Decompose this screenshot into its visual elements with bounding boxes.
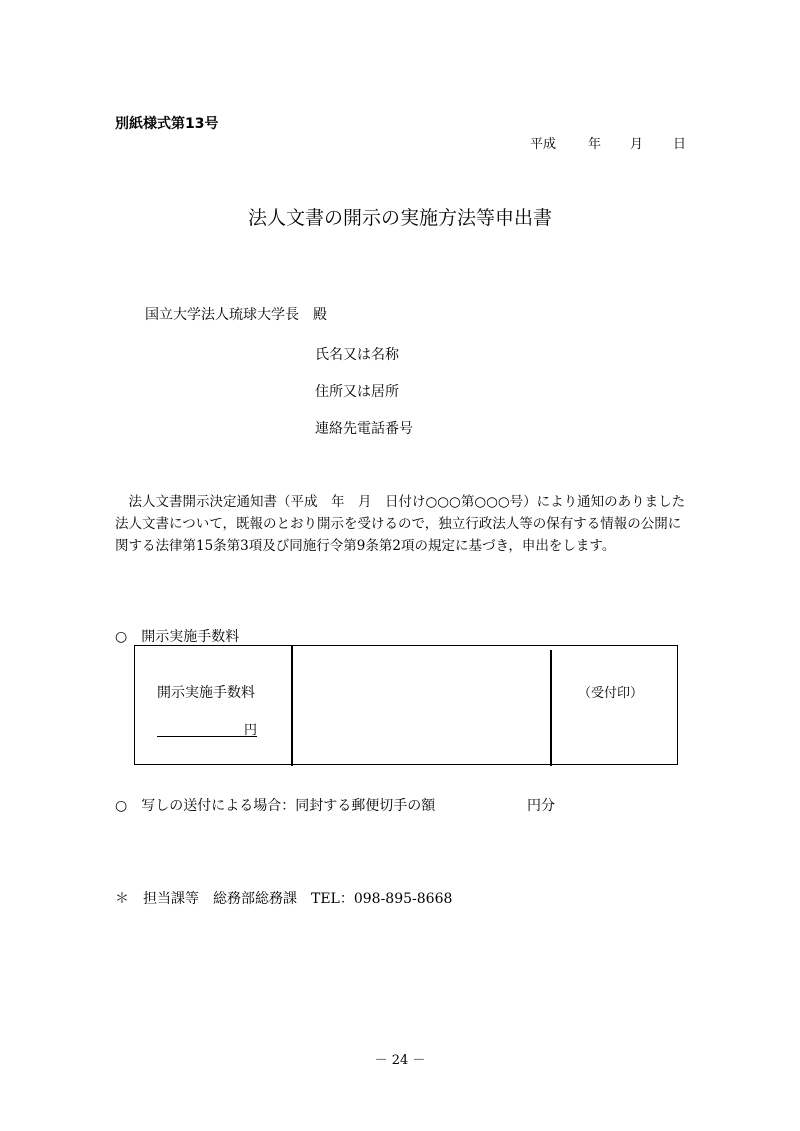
date-month-unit: 月 [630,137,644,152]
body-paragraph: 法人文書開示決定通知書（平成 年 月 日付け○○○第○○○号）により通知のありました法人文書について，既報のとおり開示を受けるので，独立行政法人等の保有する情報の公開に関する法律第15条第3項及び同施行令第9条第2項の規定に基づき，申出をします。 [115,494,686,554]
fee-section-heading: ○ 開示実施手数料 [115,629,240,645]
date-era: 平成 [530,137,557,152]
fee-box-label: 開示実施手数料 [157,685,255,701]
fee-currency-unit: 円 [243,723,257,738]
fee-amount-field[interactable] [157,719,257,737]
fee-table [134,645,678,765]
contact-info: ＊ 担当課等 総務部総務課 TEL：098-895-8668 [115,891,453,907]
fee-table-divider [291,645,293,766]
addressee: 国立大学法人琉球大学長 殿 [145,307,327,323]
receipt-divider [550,650,552,766]
applicant-name-label: 氏名又は名称 [315,347,399,363]
form-number: 別紙様式第13号 [115,116,219,132]
postage-unit: 円分 [527,798,555,814]
postage-label: ○ 写しの送付による場合：同封する郵便切手の額 [115,798,436,814]
receipt-stamp-label: （受付印） [578,686,644,701]
applicant-phone-label: 連絡先電話番号 [315,421,413,437]
date-day-unit: 日 [673,137,687,152]
date-year-unit: 年 [588,137,602,152]
applicant-address-label: 住所又は居所 [315,384,399,400]
document-title: 法人文書の開示の実施方法等申出書 [247,207,552,229]
page-number: － 24 － [374,1053,426,1068]
